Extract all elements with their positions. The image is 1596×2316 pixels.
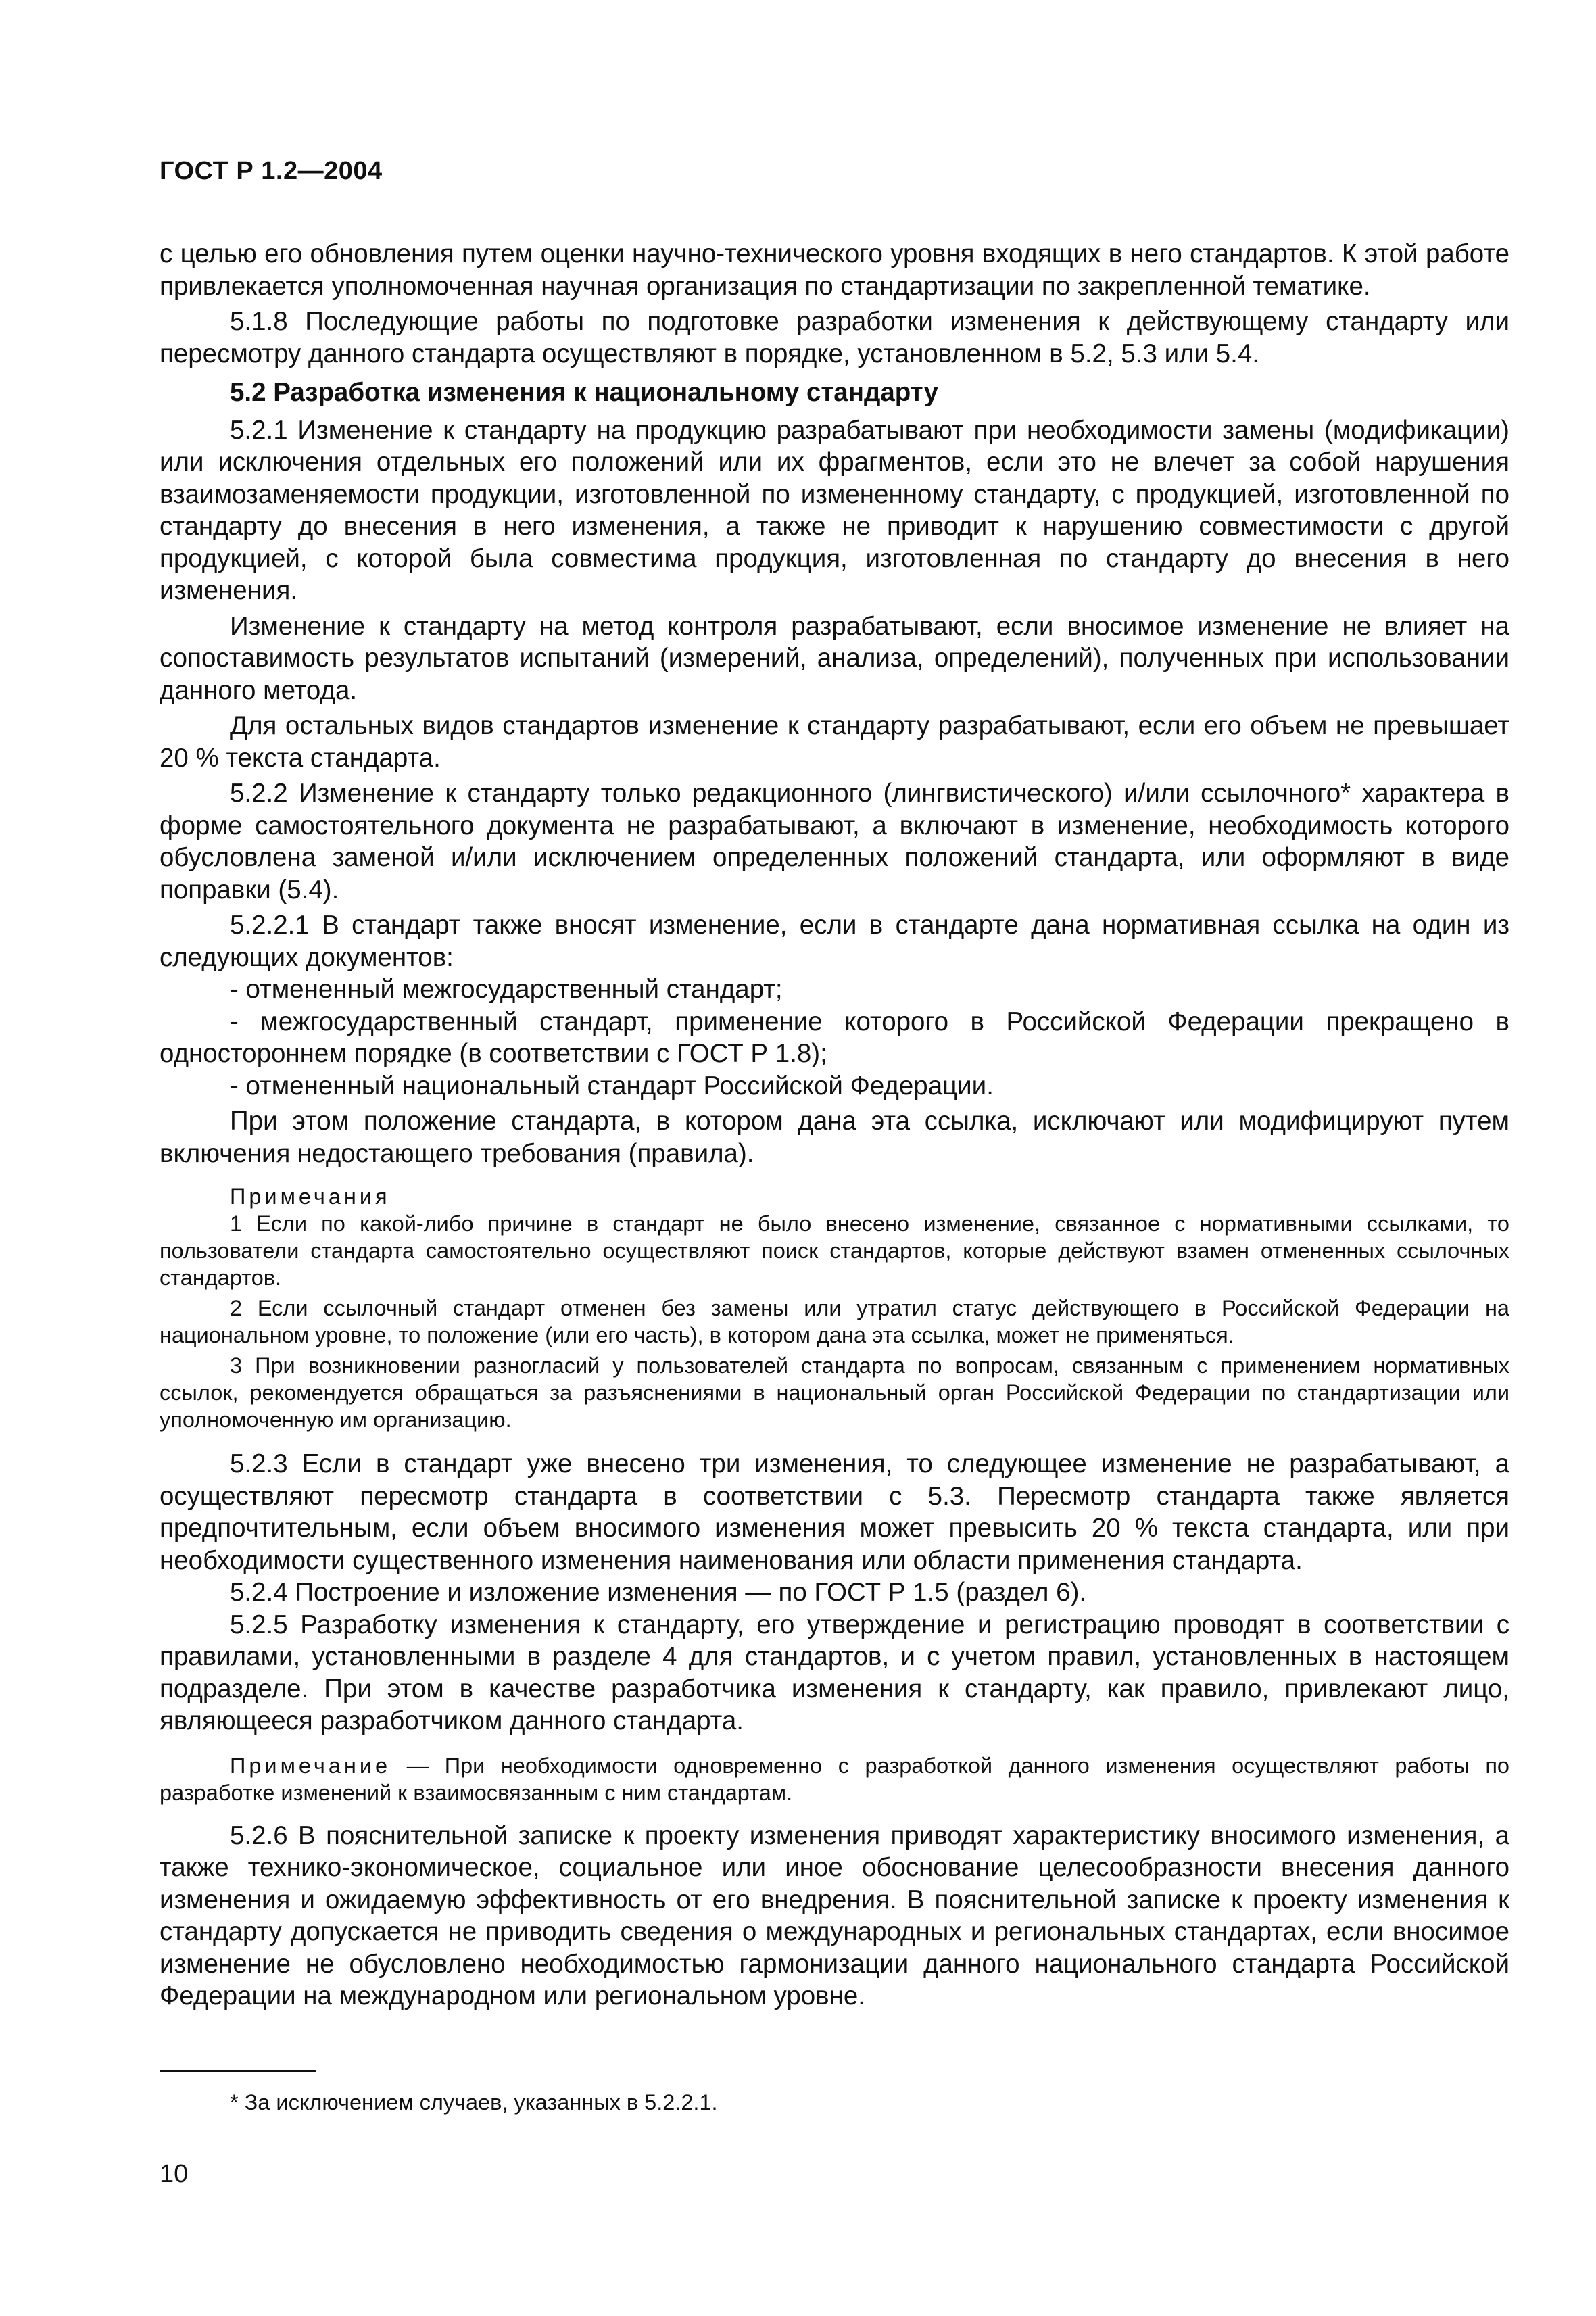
paragraph-5-2-3: 5.2.3 Если в стандарт уже внесено три изменения, то следующее изменение не разрабатывают, а осуществляют пересмотр стандарта в соответствии с 5.3. Пересмотр стандарта также является предпочтительным, если объем вносимого изменения может превысить 20 % текста стандарта, или при необходимости существенного изменения наименования или области применения стандарта. <box>160 1449 1509 1575</box>
paragraph-5-2-4: 5.2.4 Построение и изложение изменения — по ГОСТ Р 1.5 (раздел 6). <box>230 1578 1087 1607</box>
footnote: * За исключением случаев, указанных в 5.2.2.1. <box>230 2090 718 2115</box>
notes-title: Примечания <box>230 1184 391 1209</box>
note-single <box>160 1752 1509 1806</box>
paragraph-5-2-2-1: 5.2.2.1 В стандарт также вносят изменение, если в стандарте дана нормативная ссылка на один из следующих документов: <box>160 911 1509 972</box>
paragraph-5-2-5: 5.2.5 Разработку изменения к стандарту, его утверждение и регистрацию проводят в соответствии с правилами, установленными в разделе 4 для стандартов, и с учетом правил, установленных в настоящем подразделе. При этом в качестве разработчика изменения к стандарту, как правило, привлекают лицо, являющееся разработчиком данного стандарта. <box>160 1610 1509 1735</box>
page-number: 10 <box>160 2160 189 2188</box>
paragraph-5-2-6: 5.2.6 В пояснительной записке к проекту изменения приводят характеристику вносимого изменения, а также технико-экономическое, социальное или иное обоснование целесообразности внесения данного изменения и ожидаемую эффективность от его внедрения. В пояснительной записке к проекту изменения к стандарту допускается не приводить сведения о международных и региональных стандартах, если вносимое изменение не обусловлено необходимостью гармонизации данного национального стандарта Российской Федерации на международном или региональном уровне. <box>160 1820 1509 2010</box>
paragraph-continuation: с целью его обновления путем оценки научно-технического уровня входящих в него стандартов. К этой работе привлекается уполномоченная научная организация по стандартизации по закрепленной тематике. <box>160 239 1509 301</box>
note-label: Примечание <box>230 1753 391 1778</box>
footnote-separator <box>160 2070 316 2072</box>
list-item: - отмененный межгосударственный стандарт; <box>230 975 783 1004</box>
paragraph-5-2-2: 5.2.2 Изменение к стандарту только редакционного (лингвистического) и/или ссылочного* характера в форме самостоятельного документа не разрабатывают, а включают в изменение, необходимость которого обусловлена заменой и/или исключением определенных положений стандарта, или оформляют в виде поправки (5.4). <box>160 779 1509 904</box>
paragraph-5-1-8: 5.1.8 Последующие работы по подготовке разработки изменения к действующему стандарту или пересмотру данного стандарта осуществляют в порядке, установленном в 5.2, 5.3 или 5.4. <box>160 307 1509 368</box>
paragraph-method: Изменение к стандарту на метод контроля разрабатывают, если вносимое изменение не влияет на сопоставимость результатов испытаний (измерений, анализа, определений), полученных при использовании данного метода. <box>160 611 1509 705</box>
notes-block <box>160 1210 1509 1433</box>
paragraph-other-standards: Для остальных видов стандартов изменение к стандарту разрабатывают, если его объем не превышает 20 % текста стандарта. <box>160 711 1509 773</box>
paragraph-5-2-1: 5.2.1 Изменение к стандарту на продукцию разрабатывают при необходимости замены (модификации) или исключения отдельных его положений или их фрагментов, если это не влечет за собой нарушения взаимозаменяемости продукции, изготовленной по измененному стандарту, с продукцией, изготовленной по стандарту до внесения в него изменения, а также не приводит к нарушению совместимости с другой продукцией, с которой была совместима продукция, изготовленная по стандарту до внесения в него изменения. <box>160 415 1509 605</box>
note-item: 1 Если по какой-либо причине в стандарт не было внесено изменение, связанное с нормативными ссылками, то пользователи стандарта самостоятельно осуществляют поиск стандартов, которые действуют взамен отмененных ссылочных стандартов. <box>160 1211 1509 1290</box>
paragraph-inclusion: При этом положение стандарта, в котором дана эта ссылка, исключают или модифицируют путем включения недостающего требования (правила). <box>160 1107 1509 1168</box>
list-item: - отмененный национальный стандарт Российской Федерации. <box>230 1071 994 1101</box>
note-text: — При необходимости одновременно с разработкой данного изменения осуществляют работы по разработке изменений к взаимосвязанным с ним стандартам. <box>160 1753 1509 1805</box>
note-item: 3 При возникновении разногласий у пользователей стандарта по вопросам, связанным с применением нормативных ссылок, рекомендуется обращаться за разъяснениями в национальный орган Российской Федерации по стандартизации или уполномоченную им организацию. <box>160 1353 1509 1432</box>
document-header: ГОСТ Р 1.2—2004 <box>160 157 383 185</box>
note-item: 2 Если ссылочный стандарт отменен без замены или утратил статус действующего в Российской Федерации на национальном уровне, то положение (или его часть), в котором дана эта ссылка, может не применяться. <box>160 1296 1509 1347</box>
main-text <box>160 238 1509 2012</box>
section-title-5-2: 5.2 Разработка изменения к национальному стандарту <box>230 378 939 407</box>
list-item: - межгосударственный стандарт, применение которого в Российской Федерации прекращено в одностороннем порядке (в соответствии с ГОСТ Р 1.8); <box>160 1007 1509 1068</box>
